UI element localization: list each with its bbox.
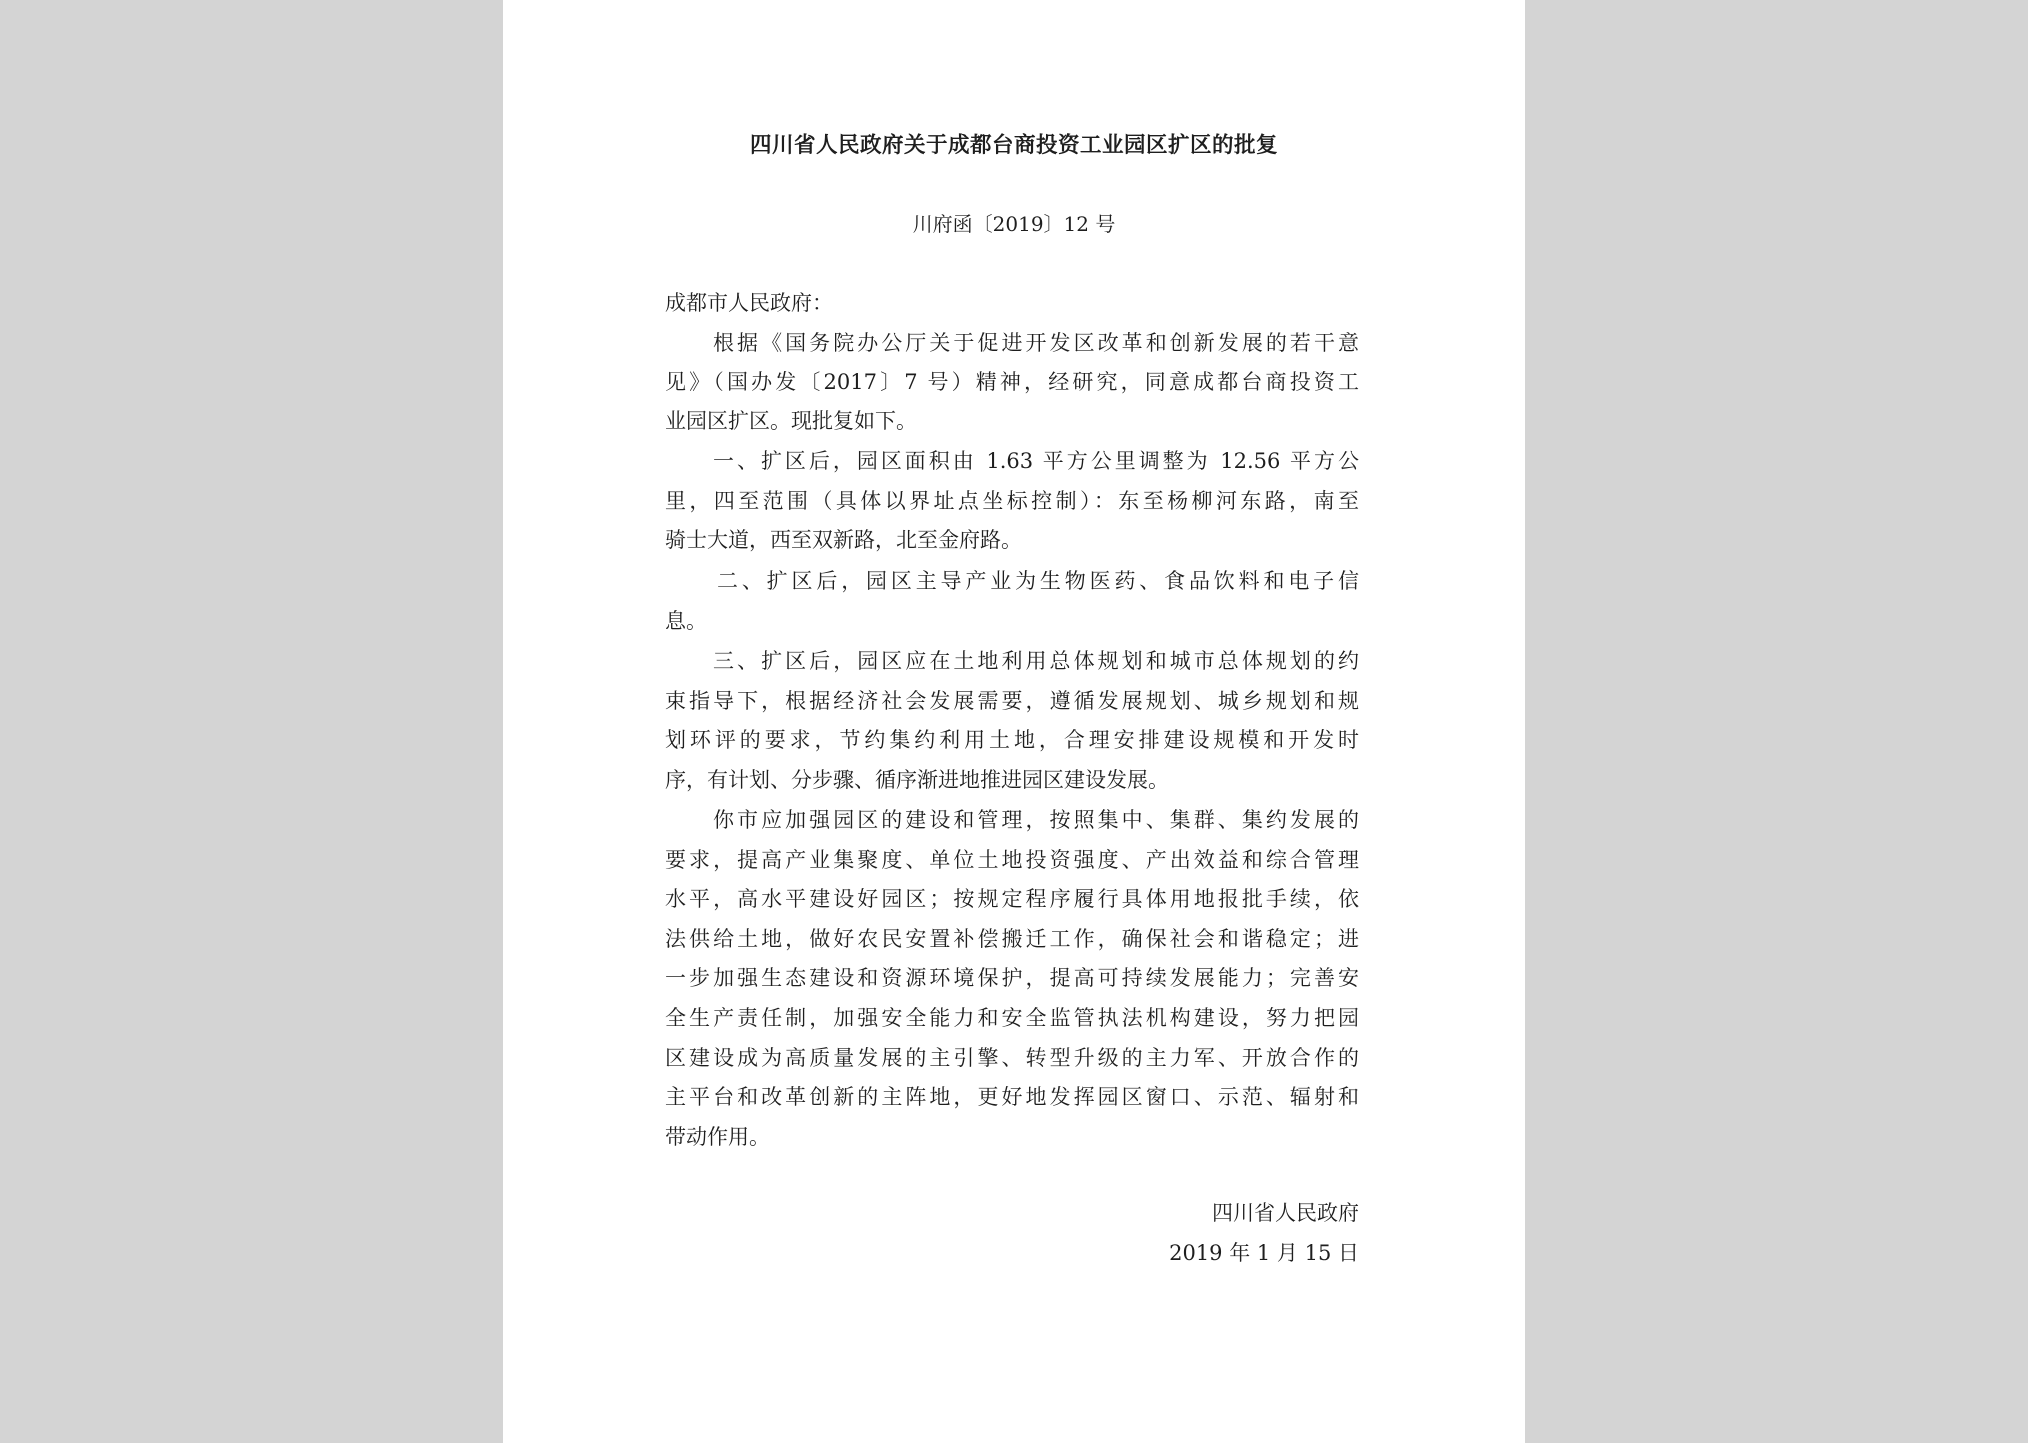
paragraph-line: 要求，提高产业集聚度、单位土地投资强度、产出效益和综合管理 [665,848,1359,872]
paragraph-line: 一步加强生态建设和资源环境保护，提高可持续发展能力；完善安 [665,966,1359,990]
paragraph-line: 三、扩区后，园区应在土地利用总体规划和城市总体规划的约 [713,649,1359,673]
document-title: 四川省人民政府关于成都台商投资工业园区扩区的批复 [749,133,1278,158]
paragraph-line: 一、扩区后，园区面积由 1.63 平方公里调整为 12.56 平方公 [713,449,1359,473]
paragraph-line: 区建设成为高质量发展的主引擎、转型升级的主力军、开放合作的 [665,1046,1359,1070]
paragraph-line: 二、扩区后，园区主导产业为生物医药、食品饮料和电子信 [717,569,1359,593]
paragraph-line: 业园区扩区。现批复如下。 [665,409,917,433]
paragraph-line: 见》（国办发〔2017〕7 号）精神，经研究，同意成都台商投资工 [665,370,1359,394]
paragraph-line: 带动作用。 [665,1125,770,1149]
paragraph-line: 划环评的要求，节约集约利用土地，合理安排建设规模和开发时 [665,728,1359,752]
paragraph-line: 息。 [665,609,707,633]
paragraph-line: 主平台和改革创新的主阵地，更好地发挥园区窗口、示范、辐射和 [665,1085,1359,1109]
paragraph-line: 骑士大道，西至双新路，北至金府路。 [665,528,1022,552]
paragraph-line: 根据《国务院办公厅关于促进开发区改革和创新发展的若干意 [713,331,1359,355]
paragraph-line: 你市应加强园区的建设和管理，按照集中、集群、集约发展的 [713,808,1359,832]
paragraph-line: 束指导下，根据经济社会发展需要，遵循发展规划、城乡规划和规 [665,689,1359,713]
signature-issuer: 四川省人民政府 [1212,1201,1359,1225]
paragraph-line: 全生产责任制，加强安全能力和安全监管执法机构建设，努力把园 [665,1006,1359,1030]
paragraph-line: 水平，高水平建设好园区；按规定程序履行具体用地报批手续，依 [665,887,1359,911]
paragraph-line: 法供给土地，做好农民安置补偿搬迁工作，确保社会和谐稳定；进 [665,927,1359,951]
document-number: 川府函〔2019〕12 号 [912,212,1116,236]
paragraph-line: 里，四至范围（具体以界址点坐标控制）：东至杨柳河东路，南至 [665,489,1359,513]
addressee: 成都市人民政府： [665,291,833,315]
signature-date: 2019 年 1 月 15 日 [1169,1241,1359,1265]
paragraph-line: 序，有计划、分步骤、循序渐进地推进园区建设发展。 [665,768,1169,792]
document-page [503,0,1525,1443]
